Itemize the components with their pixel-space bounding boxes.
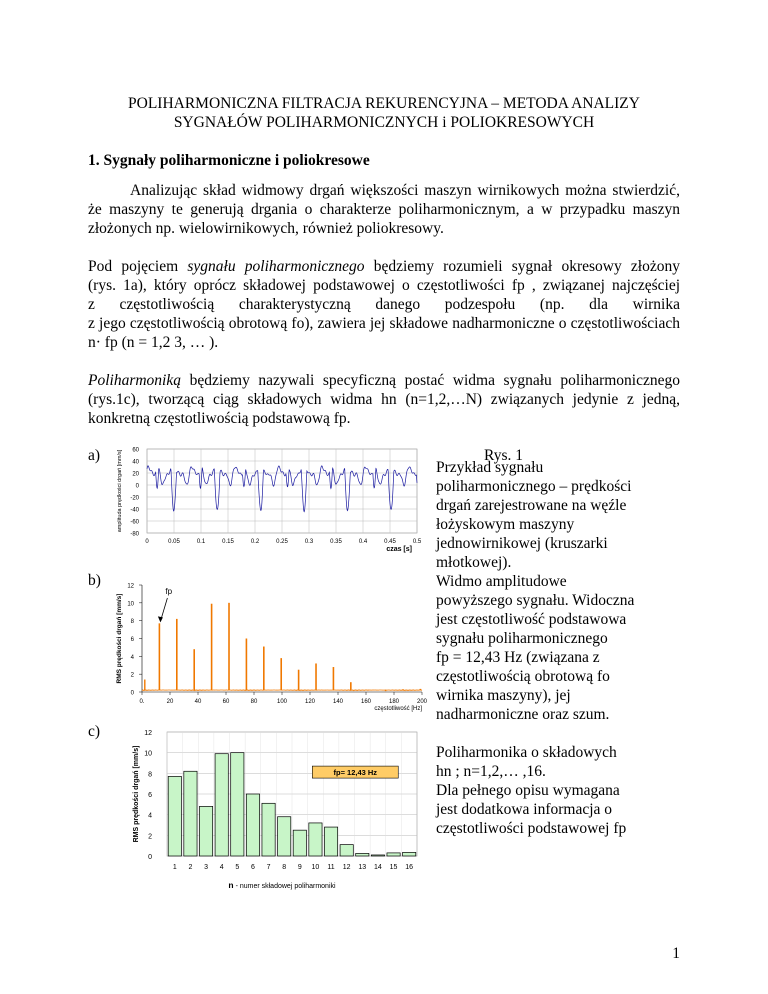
x-tick-label: 0.15 [222, 539, 234, 545]
y-tick-label: 60 [132, 447, 139, 454]
label-b: b) [88, 572, 101, 589]
y-tick-label: 2 [148, 833, 152, 841]
y-tick-label: 8 [130, 619, 134, 626]
para3-line2: (rys.1c), tworzącą ciąg składowych widma hn (n=1,2,…N) związanych jedynie z jedną, [88, 391, 680, 408]
x-tick-label: 15 [389, 864, 398, 871]
para3-line3: konkretną częstotliwością podstawową fp. [88, 410, 351, 427]
x-tick-label: 0.45 [384, 539, 396, 545]
para2-em: sygnału poliharmonicznego [187, 258, 365, 275]
caption-a-line: Przykład sygnału [436, 459, 544, 476]
y-tick-label: 10 [144, 750, 152, 758]
x-tick-label: 120 [304, 699, 316, 705]
para2-line4: z jego częstotliwością obrotową fo), zawiera jej składowe nadharmoniczne o częstotliwościach [88, 315, 680, 332]
y-tick-label: 6 [130, 637, 134, 643]
label-a: a) [88, 447, 101, 464]
bar [324, 827, 337, 856]
para1-line2: że maszyny te generują drgania o charakterze poliharmonicznym, a w przypadku maszyn [88, 201, 680, 218]
x-tick-label: 2 [188, 864, 193, 871]
x-tick-label: 4 [219, 864, 224, 871]
y-tick-label: 12 [127, 583, 134, 590]
caption-b-line: wirnika maszyny), jej [436, 687, 571, 704]
x-axis-label-n: n [228, 880, 234, 890]
x-tick-label: 13 [358, 864, 367, 871]
x-tick-label: 80 [250, 699, 258, 705]
y-axis-label: RMS prędkości drgań [mm/s] [133, 745, 140, 843]
x-tick-label: 0.35 [330, 539, 342, 545]
y-tick-label: 6 [148, 792, 152, 799]
y-tick-label: -20 [130, 495, 139, 502]
x-tick-label: 8 [282, 864, 287, 871]
x-tick-label: 0.25 [276, 539, 288, 545]
y-tick-label: 10 [127, 601, 134, 608]
caption-b [436, 572, 646, 724]
para2-line1 [88, 257, 680, 276]
caption-b-line: jest częstotliwość podstawowa [436, 611, 627, 628]
bar [199, 806, 212, 856]
bar [403, 852, 416, 856]
bar [387, 853, 400, 856]
caption-a-line: łożyskowym maszyny [436, 516, 575, 533]
x-tick-label: 12 [342, 864, 351, 871]
y-tick-label: 12 [144, 730, 152, 737]
x-tick-label: 0.05 [168, 539, 180, 545]
figure-number: Rys. 1 [484, 447, 523, 464]
caption-a-line: poliharmonicznego – prędkości [436, 478, 632, 495]
y-axis-label: amplituda prędkości drgań [mm/s] [117, 449, 123, 533]
caption-a [436, 458, 646, 572]
caption-b-line: powyższego sygnału. Widoczna [436, 592, 635, 609]
y-tick-label: 20 [132, 471, 139, 478]
y-tick-label: 4 [130, 654, 134, 661]
y-tick-label: 40 [132, 459, 139, 466]
para2-line3: z częstotliwością charakterystyczną danego podzespołu (np. dla wirnika [88, 296, 680, 313]
para2-l1b: będziemy rozumieli sygnał okresowy złożony [364, 258, 680, 275]
x-tick-label: 0 [145, 539, 149, 545]
x-tick-label: 60 [222, 699, 230, 705]
y-axis-label: RMS prędkości drgań [mm/s] [116, 593, 123, 684]
para2-l1a: Pod pojęciem [88, 258, 188, 275]
bar [262, 803, 275, 856]
para3-l1b: będziemy nazywali specyficzną postać widma sygnału poliharmonicznego [181, 372, 680, 389]
label-c: c) [88, 723, 101, 740]
x-tick-label: 9 [297, 864, 302, 871]
caption-c [436, 743, 646, 838]
x-tick-label: 160 [360, 699, 372, 705]
x-tick-label: 0. [139, 699, 145, 705]
caption-c-line: jest dodatkowa informacja o [436, 801, 613, 818]
para2-line2: (rys. 1a), który oprócz składowej podstawowej o częstotliwości fp , związanej najczęściej [88, 277, 680, 294]
bar [309, 823, 322, 856]
para1-line1: Analizując skład widmowy drgań większości maszyn wirnikowych można stwierdzić, [130, 182, 680, 199]
caption-c-line: Dla pełnego opisu wymagana [436, 782, 620, 799]
y-tick-label: 2 [130, 672, 134, 679]
para3-em: Poliharmoniką [88, 372, 181, 389]
caption-b-line: sygnału poliharmonicznego [436, 630, 608, 647]
y-tick-label: 0 [130, 690, 134, 697]
x-tick-label: 3 [204, 864, 209, 871]
x-tick-label: 0.5 [412, 539, 422, 545]
x-tick-label: 16 [405, 864, 414, 871]
chart-a-time-signal [112, 445, 432, 563]
x-axis-label: częstotliwość [Hz] [374, 706, 422, 712]
x-tick-label: 6 [250, 864, 255, 871]
y-tick-label: -40 [130, 507, 139, 514]
caption-a-line: drgań zarejestrowane na węźle [436, 497, 627, 514]
bar [184, 771, 197, 856]
y-tick-label: -80 [130, 531, 139, 538]
title-line-2: SYGNAŁÓW POLIHARMONICZNYCH i POLIOKRESOWYCH [173, 114, 595, 131]
caption-c-line: hn ; n=1,2,… ,16. [436, 763, 546, 780]
fp-annotation: fp [165, 587, 173, 596]
para2-line5: n· fp (n = 1,2 3, … ). [88, 334, 219, 351]
fp-arrowhead [158, 616, 163, 622]
x-axis-label [228, 880, 336, 890]
caption-b-line: nadharmoniczne oraz szum. [436, 706, 610, 723]
para1-line3: złożonych np. wielowirnikowych, również poliokresowy. [88, 220, 444, 237]
x-tick-label: 180 [388, 699, 400, 705]
y-tick-label: 0 [148, 854, 152, 861]
x-tick-label: 140 [332, 699, 344, 705]
x-tick-label: 1 [172, 864, 177, 871]
section-heading: 1. Sygnały poliharmoniczne i poliokresowe [88, 152, 370, 169]
chart-c-poliharmonika [112, 725, 432, 895]
title-line-1: POLIHARMONICZNA FILTRACJA REKURENCYJNA – METODA ANALIZY [128, 95, 640, 112]
bar [278, 817, 291, 856]
x-tick-label: 11 [327, 864, 335, 871]
bar [371, 855, 384, 856]
bar [215, 754, 228, 856]
fp-annotation: fp= 12,43 Hz [333, 768, 378, 778]
x-tick-label: 7 [266, 864, 271, 871]
para3-line1 [88, 371, 680, 390]
x-tick-label: 0.1 [196, 539, 206, 545]
caption-a-line: jednowirnikowej (kruszarki [436, 535, 608, 552]
caption-b-line: częstotliwością obrotową fo [436, 668, 610, 685]
x-tick-label: 10 [311, 864, 320, 871]
caption-a-line: młotkowej). [436, 554, 512, 571]
x-tick-label: 0.2 [250, 539, 260, 545]
x-tick-label: 100 [276, 699, 288, 705]
caption-b-line: fp = 12,43 Hz (związana z [436, 649, 600, 666]
bar [246, 794, 259, 856]
x-axis-label: czas [s] [386, 546, 412, 553]
x-tick-label: 14 [374, 864, 382, 871]
bar [340, 845, 353, 856]
x-tick-label: 0.3 [304, 539, 314, 545]
bar [293, 830, 306, 856]
caption-b-line: Widmo amplitudowe [436, 573, 567, 590]
bar [168, 776, 181, 856]
x-tick-label: 5 [235, 864, 240, 871]
y-tick-label: 8 [148, 771, 152, 779]
y-tick-label: 0 [135, 483, 139, 490]
x-tick-label: 200 [416, 699, 428, 705]
chart-b-spectrum [112, 577, 432, 717]
caption-c-line: częstotliwości podstawowej fp [436, 820, 627, 837]
page-number: 1 [672, 945, 680, 962]
bar [356, 853, 369, 856]
x-tick-label: 20 [166, 699, 174, 705]
bar [231, 753, 244, 856]
x-tick-label: 0.4 [358, 539, 368, 545]
y-tick-label: 4 [148, 812, 152, 820]
y-tick-label: -60 [130, 519, 139, 526]
x-axis-label-rest: - numer składowej poliharmoniki [233, 883, 336, 890]
x-tick-label: 40 [194, 699, 202, 705]
caption-c-line: Poliharmonika o składowych [436, 744, 617, 761]
